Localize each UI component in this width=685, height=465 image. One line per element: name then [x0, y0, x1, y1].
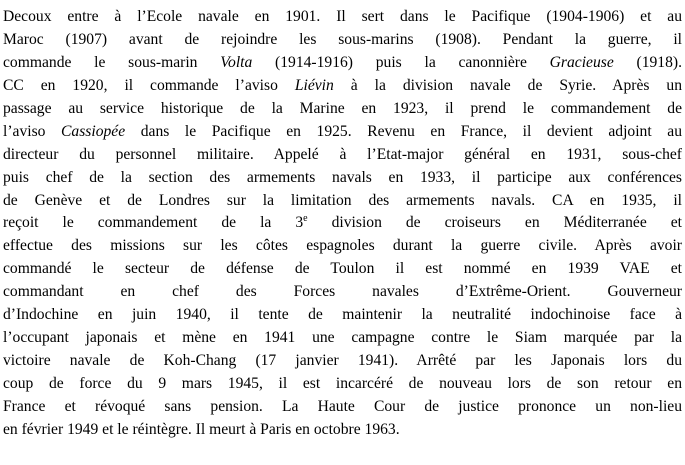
text-line [3, 350, 682, 373]
text-run: (1918). [613, 53, 682, 71]
text-run: commande le sous-marin [3, 53, 221, 71]
text-run: de Genève et de Londres sur la limitation des armements navals. CA en 1935, il [3, 191, 682, 209]
text-line [3, 235, 682, 258]
text-run: directeur du personnel militaire. Appelé à l’Etat-major général en 1931, sous-chef [3, 145, 682, 163]
text-run: division de croiseurs en Méditerranée et [307, 214, 682, 232]
text-run: passage au service historique de la Marine en 1923, il prend le commandement de [3, 99, 682, 117]
text-line [3, 190, 682, 213]
text-line [3, 419, 682, 442]
text-run: effectue des missions sur les côtes espagnoles durant la guerre civile. Après avoir [3, 237, 682, 255]
text-line [3, 373, 682, 396]
text-run: Maroc (1907) avant de rejoindre les sous-marins (1908). Pendant la guerre, il [3, 30, 682, 48]
biography-paragraph [3, 6, 682, 442]
text-run: l’aviso [3, 122, 62, 140]
text-run: commandé le secteur de défense de Toulon il est nommé en 1939 VAE et [3, 260, 682, 278]
text-line [3, 98, 682, 121]
text-run: en février 1949 et le réintègre. Il meurt à Paris en octobre 1963. [3, 420, 400, 438]
ordinal-superscript: e [303, 213, 308, 225]
text-run: France et révoqué sans pension. La Haute Cour de justice prononce un non-lieu [3, 397, 682, 415]
text-line [3, 144, 682, 167]
text-line [3, 258, 682, 281]
text-run: Decoux entre à l’Ecole navale en 1901. Il sert dans le Pacifique (1904-1906) et au [3, 8, 682, 25]
text-line [3, 6, 682, 29]
ship-name: Cassiopée [61, 122, 126, 140]
text-run: (1914-1916) puis la canonnière [252, 53, 550, 71]
text-run: victoire navale de Koh-Chang (17 janvier 1941). Arrêté par les Japonais lors du [3, 352, 682, 370]
text-line [3, 52, 682, 75]
text-line [3, 167, 682, 190]
text-run: d’Indochine en juin 1940, il tente de maintenir la neutralité indochinoise face à [3, 306, 682, 324]
text-run: commandant en chef des Forces navales d’Extrême-Orient. Gouverneur [3, 283, 682, 301]
text-line [3, 29, 682, 52]
ship-name: Gracieuse [549, 53, 614, 71]
text-run: reçoit le commandement de la 3 [3, 214, 304, 232]
text-line [3, 281, 682, 304]
text-run: coup de force du 9 mars 1945, il est incarcéré de nouveau lors de son retour en [3, 375, 682, 392]
ship-name: Liévin [294, 76, 334, 94]
text-run: l’occupant japonais et mène en 1941 une campagne contre le Siam marquée par la [3, 329, 682, 347]
text-line [3, 75, 682, 98]
text-line [3, 212, 682, 235]
text-line [3, 304, 682, 327]
text-run: à la division navale de Syrie. Après un [333, 76, 682, 94]
text-line [3, 121, 682, 144]
text-line [3, 327, 682, 350]
text-run: CC en 1920, il commande l’aviso [3, 76, 295, 94]
text-run: dans le Pacifique en 1925. Revenu en France, il devient adjoint au [125, 122, 682, 140]
text-line [3, 396, 682, 419]
ship-name: Volta [220, 53, 253, 71]
text-run: puis chef de la section des armements navals en 1933, il participe aux conférences [3, 168, 682, 186]
